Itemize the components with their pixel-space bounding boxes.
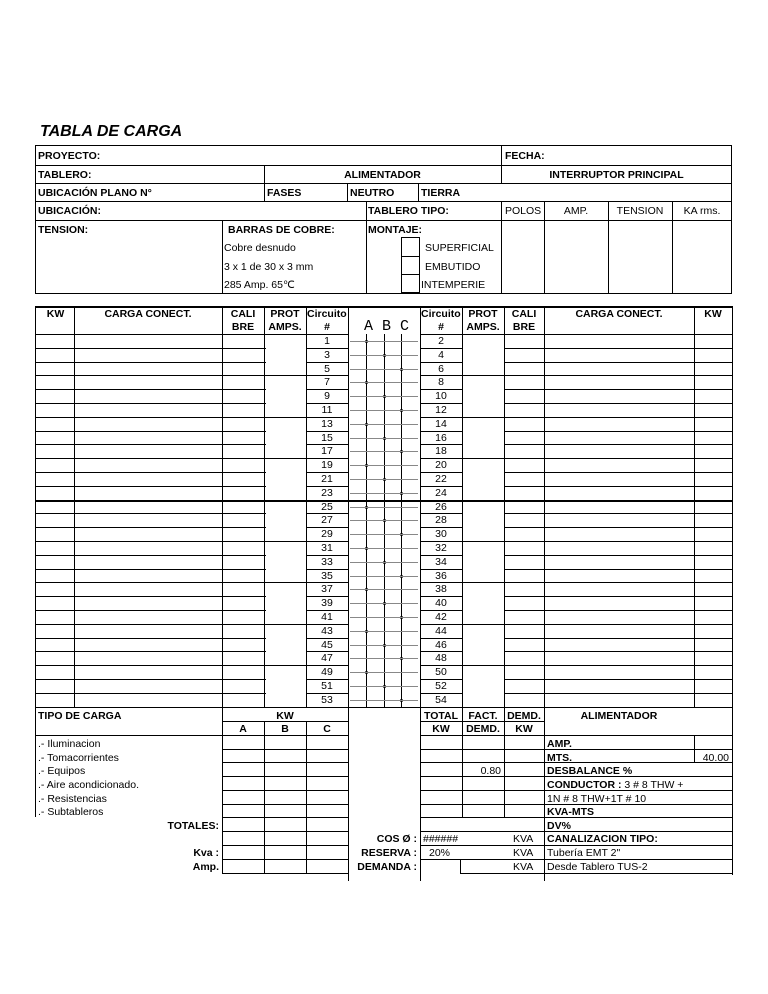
fact-header-2: DEMD. bbox=[466, 723, 500, 735]
montaje-option: SUPERFICIAL bbox=[425, 242, 494, 254]
cali-header-2: BRE bbox=[231, 321, 255, 333]
circuit-number-odd: 11 bbox=[321, 404, 333, 416]
mts-value: 40.00 bbox=[702, 752, 729, 764]
demd-header: DEMD. bbox=[507, 710, 541, 722]
desbalance-label: DESBALANCE % bbox=[547, 765, 633, 777]
tension-label: TENSION: bbox=[38, 224, 89, 236]
circuit-number-even: 4 bbox=[438, 348, 444, 361]
cos-label: COS Ø : bbox=[376, 833, 417, 845]
barras-label: BARRAS DE COBRE: bbox=[228, 224, 335, 236]
circuit-number-even: 28 bbox=[435, 514, 447, 527]
tablero-tipo-label: TABLERO TIPO: bbox=[368, 205, 449, 217]
conductor-line-1 bbox=[547, 779, 683, 791]
circuit-number-even: 10 bbox=[435, 390, 447, 403]
circuit-number-odd: 19 bbox=[321, 459, 333, 472]
circuit-number-odd: 9 bbox=[324, 390, 330, 403]
tablero-label: TABLERO: bbox=[38, 169, 92, 181]
circuit-number-even: 2 bbox=[438, 335, 444, 347]
circuit-number-odd: 13 bbox=[321, 417, 333, 430]
circuit-number-odd: 15 bbox=[321, 431, 333, 444]
proyecto-label: PROYECTO: bbox=[38, 150, 101, 162]
load-type-item: .- Iluminacion bbox=[38, 738, 101, 750]
circuit-number-even: 8 bbox=[438, 376, 444, 389]
circuit-number-odd: 31 bbox=[321, 542, 333, 554]
neutro-label: NEUTRO bbox=[350, 187, 395, 199]
circuit-number-even: 38 bbox=[435, 583, 447, 596]
kva-unit: KVA bbox=[513, 833, 534, 845]
circuit-number-even: 32 bbox=[435, 542, 447, 554]
alimentador-label: ALIMENTADOR bbox=[344, 169, 421, 181]
tipo-carga-header: TIPO DE CARGA bbox=[38, 710, 122, 722]
ka-label: KA rms. bbox=[683, 205, 721, 217]
circuit-number-odd: 7 bbox=[324, 376, 330, 389]
polos-label: POLOS bbox=[505, 205, 542, 217]
circuit-number-even: 42 bbox=[435, 611, 447, 623]
amp-summary-label: AMP. bbox=[547, 738, 572, 750]
kva-mts-label: KVA-MTS bbox=[547, 806, 595, 818]
total-header-2: KW bbox=[432, 723, 450, 735]
montaje-label: MONTAJE: bbox=[368, 224, 423, 236]
kw-header: KW bbox=[46, 308, 65, 320]
circuito-num-header: # bbox=[324, 321, 330, 333]
amp-row-label: Amp. bbox=[192, 861, 219, 873]
circuito-num-header-right: # bbox=[438, 321, 444, 333]
load-type-item: .- Aire acondicionado. bbox=[38, 779, 139, 791]
circuito-header-right: Circuito bbox=[421, 308, 461, 320]
total-header: TOTAL bbox=[423, 710, 459, 722]
circuit-number-even: 50 bbox=[435, 666, 447, 679]
conductor-value: 3 # 8 THW + bbox=[621, 779, 684, 791]
circuit-number-odd: 27 bbox=[321, 514, 333, 527]
dv-label: DV% bbox=[547, 820, 571, 832]
col-a-header: A bbox=[239, 723, 247, 735]
circuit-number-even: 20 bbox=[435, 459, 447, 472]
circuit-number-even: 36 bbox=[435, 569, 447, 582]
canalizacion-line-1: Tubería EMT 2" bbox=[547, 847, 621, 859]
barras-line-3: 285 Amp. 65℃ bbox=[224, 279, 295, 291]
circuit-number-odd: 21 bbox=[321, 473, 333, 485]
circuit-number-odd: 29 bbox=[321, 528, 333, 541]
carga-header-right: CARGA CONECT. bbox=[575, 308, 663, 320]
circuit-number-odd: 47 bbox=[321, 652, 333, 665]
circuit-number-even: 14 bbox=[435, 417, 447, 430]
reserva-label: RESERVA : bbox=[361, 847, 417, 859]
tierra-label: TIERRA bbox=[421, 187, 461, 199]
demd-header-2: KW bbox=[515, 723, 533, 735]
circuit-number-even: 54 bbox=[435, 693, 447, 706]
kw-summary-header: KW bbox=[276, 710, 294, 722]
col-c-header: C bbox=[323, 723, 331, 735]
circuit-number-even: 6 bbox=[438, 362, 444, 375]
circuit-number-odd: 3 bbox=[324, 348, 330, 361]
prot-header-right: PROT bbox=[468, 308, 498, 320]
fecha-label: FECHA: bbox=[505, 150, 545, 162]
interruptor-label: INTERRUPTOR PRINCIPAL bbox=[549, 169, 684, 181]
kva-unit: KVA bbox=[513, 847, 534, 859]
circuit-number-even: 26 bbox=[435, 500, 447, 513]
prot-header-right-2: AMPS. bbox=[466, 321, 500, 333]
cali-header-right-2: BRE bbox=[512, 321, 536, 333]
kw-header-right: KW bbox=[704, 308, 722, 320]
circuit-number-even: 52 bbox=[435, 680, 447, 692]
prot-header-2: AMPS. bbox=[268, 321, 302, 333]
barras-line-2: 3 x 1 de 30 x 3 mm bbox=[224, 261, 314, 273]
circuit-number-odd: 43 bbox=[321, 624, 333, 637]
circuit-number-even: 30 bbox=[435, 528, 447, 541]
col-b-header: B bbox=[281, 723, 289, 735]
fact-header: FACT. bbox=[468, 710, 498, 722]
montaje-option: INTEMPERIE bbox=[421, 279, 486, 291]
circuit-number-odd: 51 bbox=[321, 680, 333, 692]
circuit-number-odd: 49 bbox=[321, 666, 333, 679]
circuit-number-even: 46 bbox=[435, 638, 447, 651]
montaje-option: EMBUTIDO bbox=[425, 261, 481, 273]
carga-header: CARGA CONECT. bbox=[104, 308, 192, 320]
circuit-number-odd: 39 bbox=[321, 597, 333, 610]
fact-equipos-value: 0.80 bbox=[480, 765, 501, 777]
circuit-number-odd: 17 bbox=[321, 445, 333, 458]
circuit-number-odd: 1 bbox=[324, 335, 330, 347]
ubicacion-label: UBICACIÓN: bbox=[38, 205, 101, 217]
prot-header: PROT bbox=[270, 308, 300, 320]
circuit-number-even: 12 bbox=[435, 404, 447, 416]
alimentador-summary-header: ALIMENTADOR bbox=[580, 710, 658, 722]
load-type-item: .- Resistencias bbox=[38, 793, 107, 805]
circuit-number-even: 48 bbox=[435, 652, 447, 665]
totales-label: TOTALES: bbox=[167, 820, 219, 832]
circuit-number-even: 22 bbox=[435, 473, 447, 485]
circuit-number-even: 24 bbox=[435, 486, 447, 499]
circuit-number-odd: 23 bbox=[321, 486, 333, 499]
fases-label: FASES bbox=[267, 187, 302, 199]
circuit-number-odd: 37 bbox=[321, 583, 333, 596]
circuit-number-even: 40 bbox=[435, 597, 447, 610]
conductor-label: CONDUCTOR : bbox=[547, 779, 622, 791]
canalizacion-line-2: Desde Tablero TUS-2 bbox=[547, 861, 648, 873]
circuit-number-even: 44 bbox=[435, 624, 447, 637]
circuito-header: Circuito bbox=[307, 308, 347, 320]
cos-value: ###### bbox=[423, 833, 459, 845]
load-type-item: .- Equipos bbox=[38, 765, 86, 777]
circuit-number-odd: 53 bbox=[321, 693, 333, 706]
circuit-number-odd: 41 bbox=[321, 611, 333, 623]
barras-line-1: Cobre desnudo bbox=[224, 242, 296, 254]
circuit-number-odd: 5 bbox=[324, 362, 330, 375]
load-type-item: .- Tomacorrientes bbox=[38, 752, 119, 764]
cali-header: CALI bbox=[230, 308, 256, 320]
canalizacion-label: CANALIZACION TIPO: bbox=[547, 833, 658, 845]
reserva-value: 20% bbox=[429, 847, 451, 859]
phases-label: A B C bbox=[364, 318, 410, 335]
ubic-plano-label: UBICACIÓN PLANO N° bbox=[38, 187, 152, 199]
circuit-number-odd: 35 bbox=[321, 569, 333, 582]
amp-label: AMP. bbox=[563, 205, 589, 217]
circuit-number-even: 18 bbox=[435, 445, 447, 458]
kva-unit: KVA bbox=[513, 861, 534, 873]
kva-label: Kva : bbox=[193, 847, 219, 859]
conductor-line-2: 1N # 8 THW+1T # 10 bbox=[547, 793, 647, 805]
mts-label: MTS. bbox=[547, 752, 573, 764]
load-type-item: .- Subtableros bbox=[38, 806, 104, 818]
tension-col-label: TENSION bbox=[616, 205, 664, 217]
circuit-number-odd: 45 bbox=[321, 638, 333, 651]
page-title: TABLA DE CARGA bbox=[40, 123, 183, 140]
circuit-number-odd: 25 bbox=[321, 500, 333, 513]
circuit-number-even: 16 bbox=[435, 431, 447, 444]
demanda-label: DEMANDA : bbox=[357, 861, 417, 873]
circuit-number-even: 34 bbox=[435, 555, 447, 568]
cali-header-right: CALI bbox=[511, 308, 537, 320]
circuit-number-odd: 33 bbox=[321, 555, 333, 568]
